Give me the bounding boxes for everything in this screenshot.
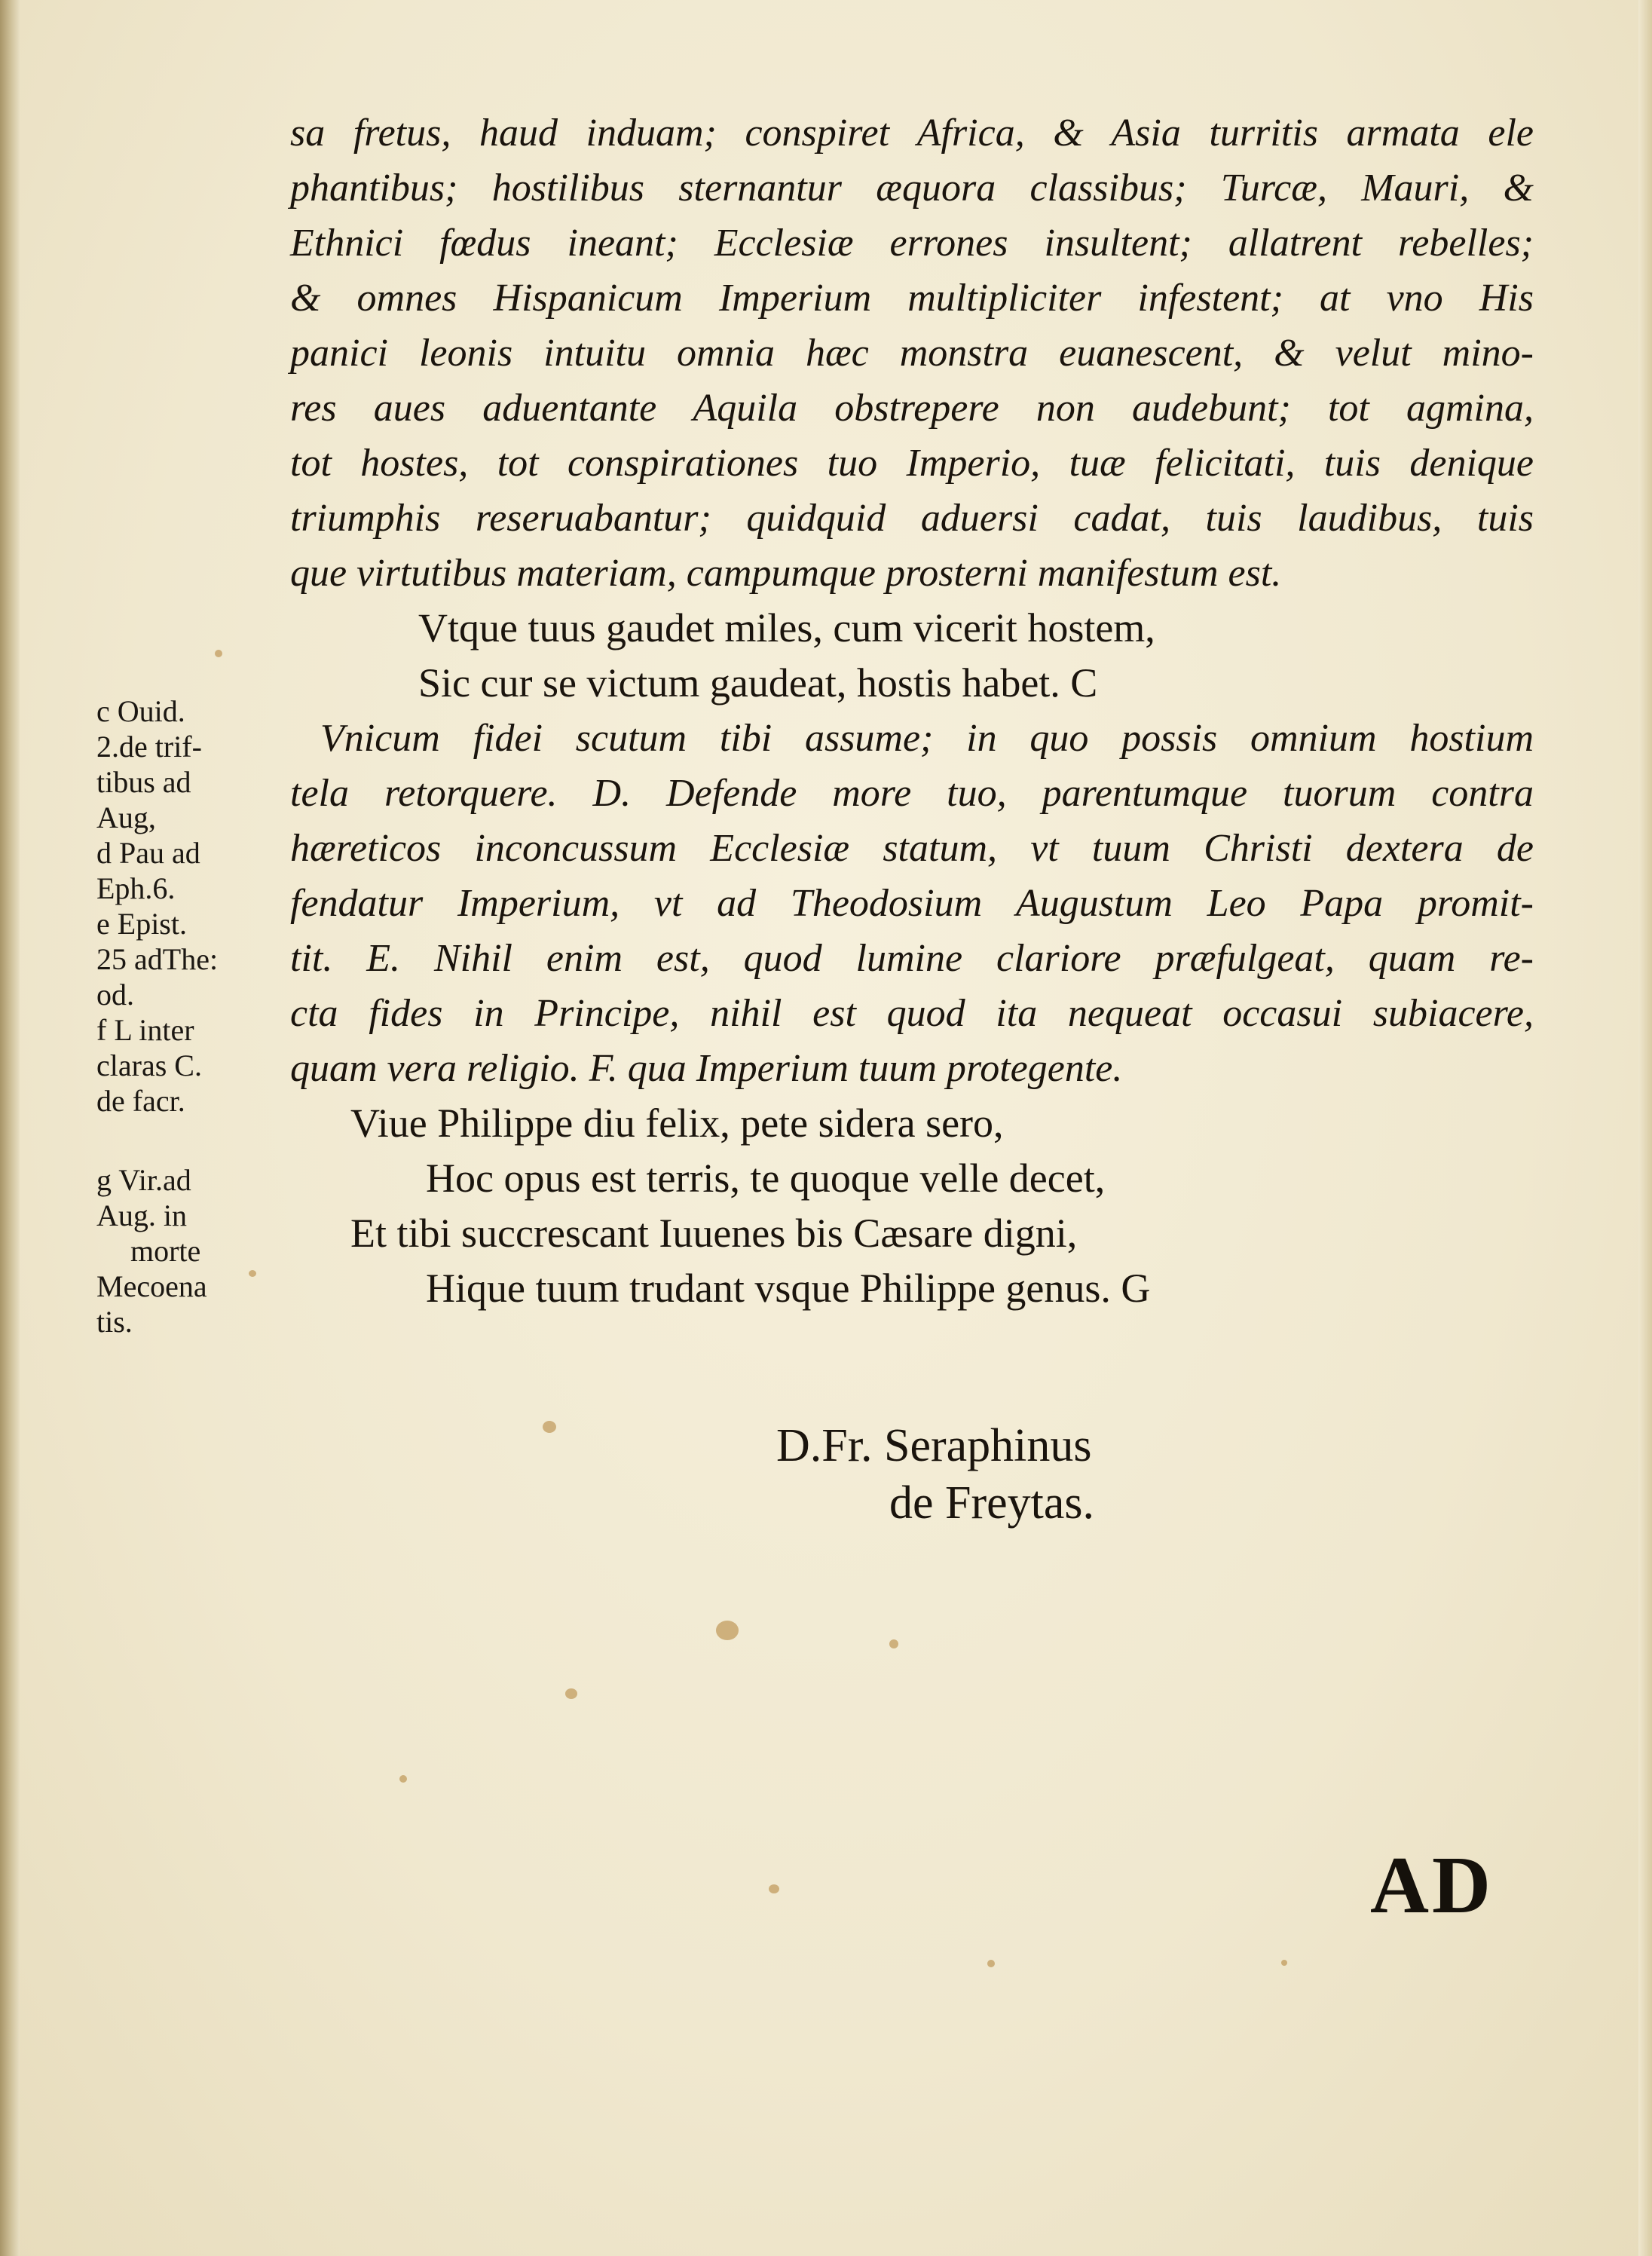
marginal-note: f L inter [96,1013,194,1047]
foxing-spot [889,1639,898,1648]
text-line: cta fides in Principe, nihil est quod ita nequeat occasui subiacere, [290,992,1534,1035]
text-line: quam vera religio. F. qua Imperium tuum protegente. [290,1047,1123,1090]
text-line: hæreticos inconcussum Ecclesiæ statum, vt tuum Christi dextera de [290,827,1534,870]
marginal-spacer [96,1119,277,1162]
marginal-note: morte [130,1234,201,1268]
foxing-spot [769,1884,779,1893]
verse-line: Hoc opus est terris, te quoque velle decet, [426,1156,1106,1201]
verse-line: Vtque tuus gaudet miles, cum vicerit hostem, [418,605,1155,650]
marginal-note: 2.de trif- [96,730,202,764]
marginal-note: tis. [96,1305,133,1339]
main-text [290,106,1534,1316]
verse-1 [290,601,1534,711]
foxing-spot [716,1621,739,1640]
marginal-note: c Ouid. [96,694,185,728]
text-line: tit. E. Nihil enim est, quod lumine clariore præfulgeat, quam re- [290,937,1534,980]
signature-block [776,1417,1094,1532]
text-line: & omnes Hispanicum Imperium multipliciter infestent; at vno His [290,277,1534,320]
marginal-note: Aug. in [96,1198,187,1232]
marginal-note: 25 adThe: [96,942,219,976]
foxing-spot [543,1421,556,1433]
page-edge [1638,0,1652,2256]
verse-line: Et tibi succrescant Iuuenes bis Cæsare digni, [350,1211,1078,1256]
signature-surname: de Freytas. [889,1477,1095,1529]
verse-line: Hique tuum trudant vsque Philippe genus. G [426,1266,1151,1311]
marginal-note: d Pau ad [96,836,200,870]
text-line: tot hostes, tot conspirationes tuo Imperio, tuæ felicitati, tuis denique [290,442,1534,485]
foxing-spot [215,650,222,657]
foxing-spot [987,1960,995,1967]
marginal-note: g Vir.ad [96,1163,191,1197]
marginal-note: Eph.6. [96,871,176,905]
foxing-spot [565,1688,577,1699]
text-line: phantibus; hostilibus sternantur æquora classibus; Turcæ, Mauri, & [290,167,1534,210]
verse-line: Viue Philippe diu felix, pete sidera sero, [350,1100,1004,1146]
marginal-note: od. [96,978,134,1012]
text-line: sa fretus, haud induam; conspiret Africa, & Asia turritis armata ele [290,112,1534,155]
marginal-note: de facr. [96,1084,185,1118]
text-line: fendatur Imperium, vt ad Theodosium Augustum Leo Papa promit- [290,882,1534,925]
marginal-note: tibus ad [96,765,191,799]
page-gutter-shadow [0,0,20,2256]
signature-name: D.Fr. Seraphinus [776,1420,1092,1471]
foxing-spot [1281,1960,1287,1966]
catchword: AD [1370,1841,1494,1930]
marginal-note: Aug, [96,800,156,834]
text-line: res aues aduentante Aquila obstrepere non audebunt; tot agmina, [290,387,1534,430]
text-line: tela retorquere. D. Defende more tuo, parentumque tuorum contra [290,772,1534,815]
text-line: panici leonis intuitu omnia hæc monstra euanescent, & velut mino- [290,332,1534,375]
foxing-spot [399,1775,407,1783]
text-line: Vnicum fidei scutum tibi assume; in quo possis omnium hostium [320,717,1534,760]
verse-2 [290,1096,1534,1316]
marginal-note: Mecoena [96,1269,207,1303]
text-line: que virtutibus materiam, campumque prosterni manifestum est. [290,552,1282,595]
verse-line: Sic cur se victum gaudeat, hostis habet. C [418,660,1098,706]
paragraph-2 [290,711,1534,1096]
text-line: triumphis reseruabantur; quidquid aduersi cadat, tuis laudibus, tuis [290,497,1534,540]
marginal-notes [96,693,277,1339]
marginal-note: claras C. [96,1048,202,1082]
text-line: Ethnici fœdus ineant; Ecclesiæ errones insultent; allatrent rebelles; [290,222,1534,265]
paragraph-1 [290,106,1534,601]
marginal-note: e Epist. [96,907,187,941]
